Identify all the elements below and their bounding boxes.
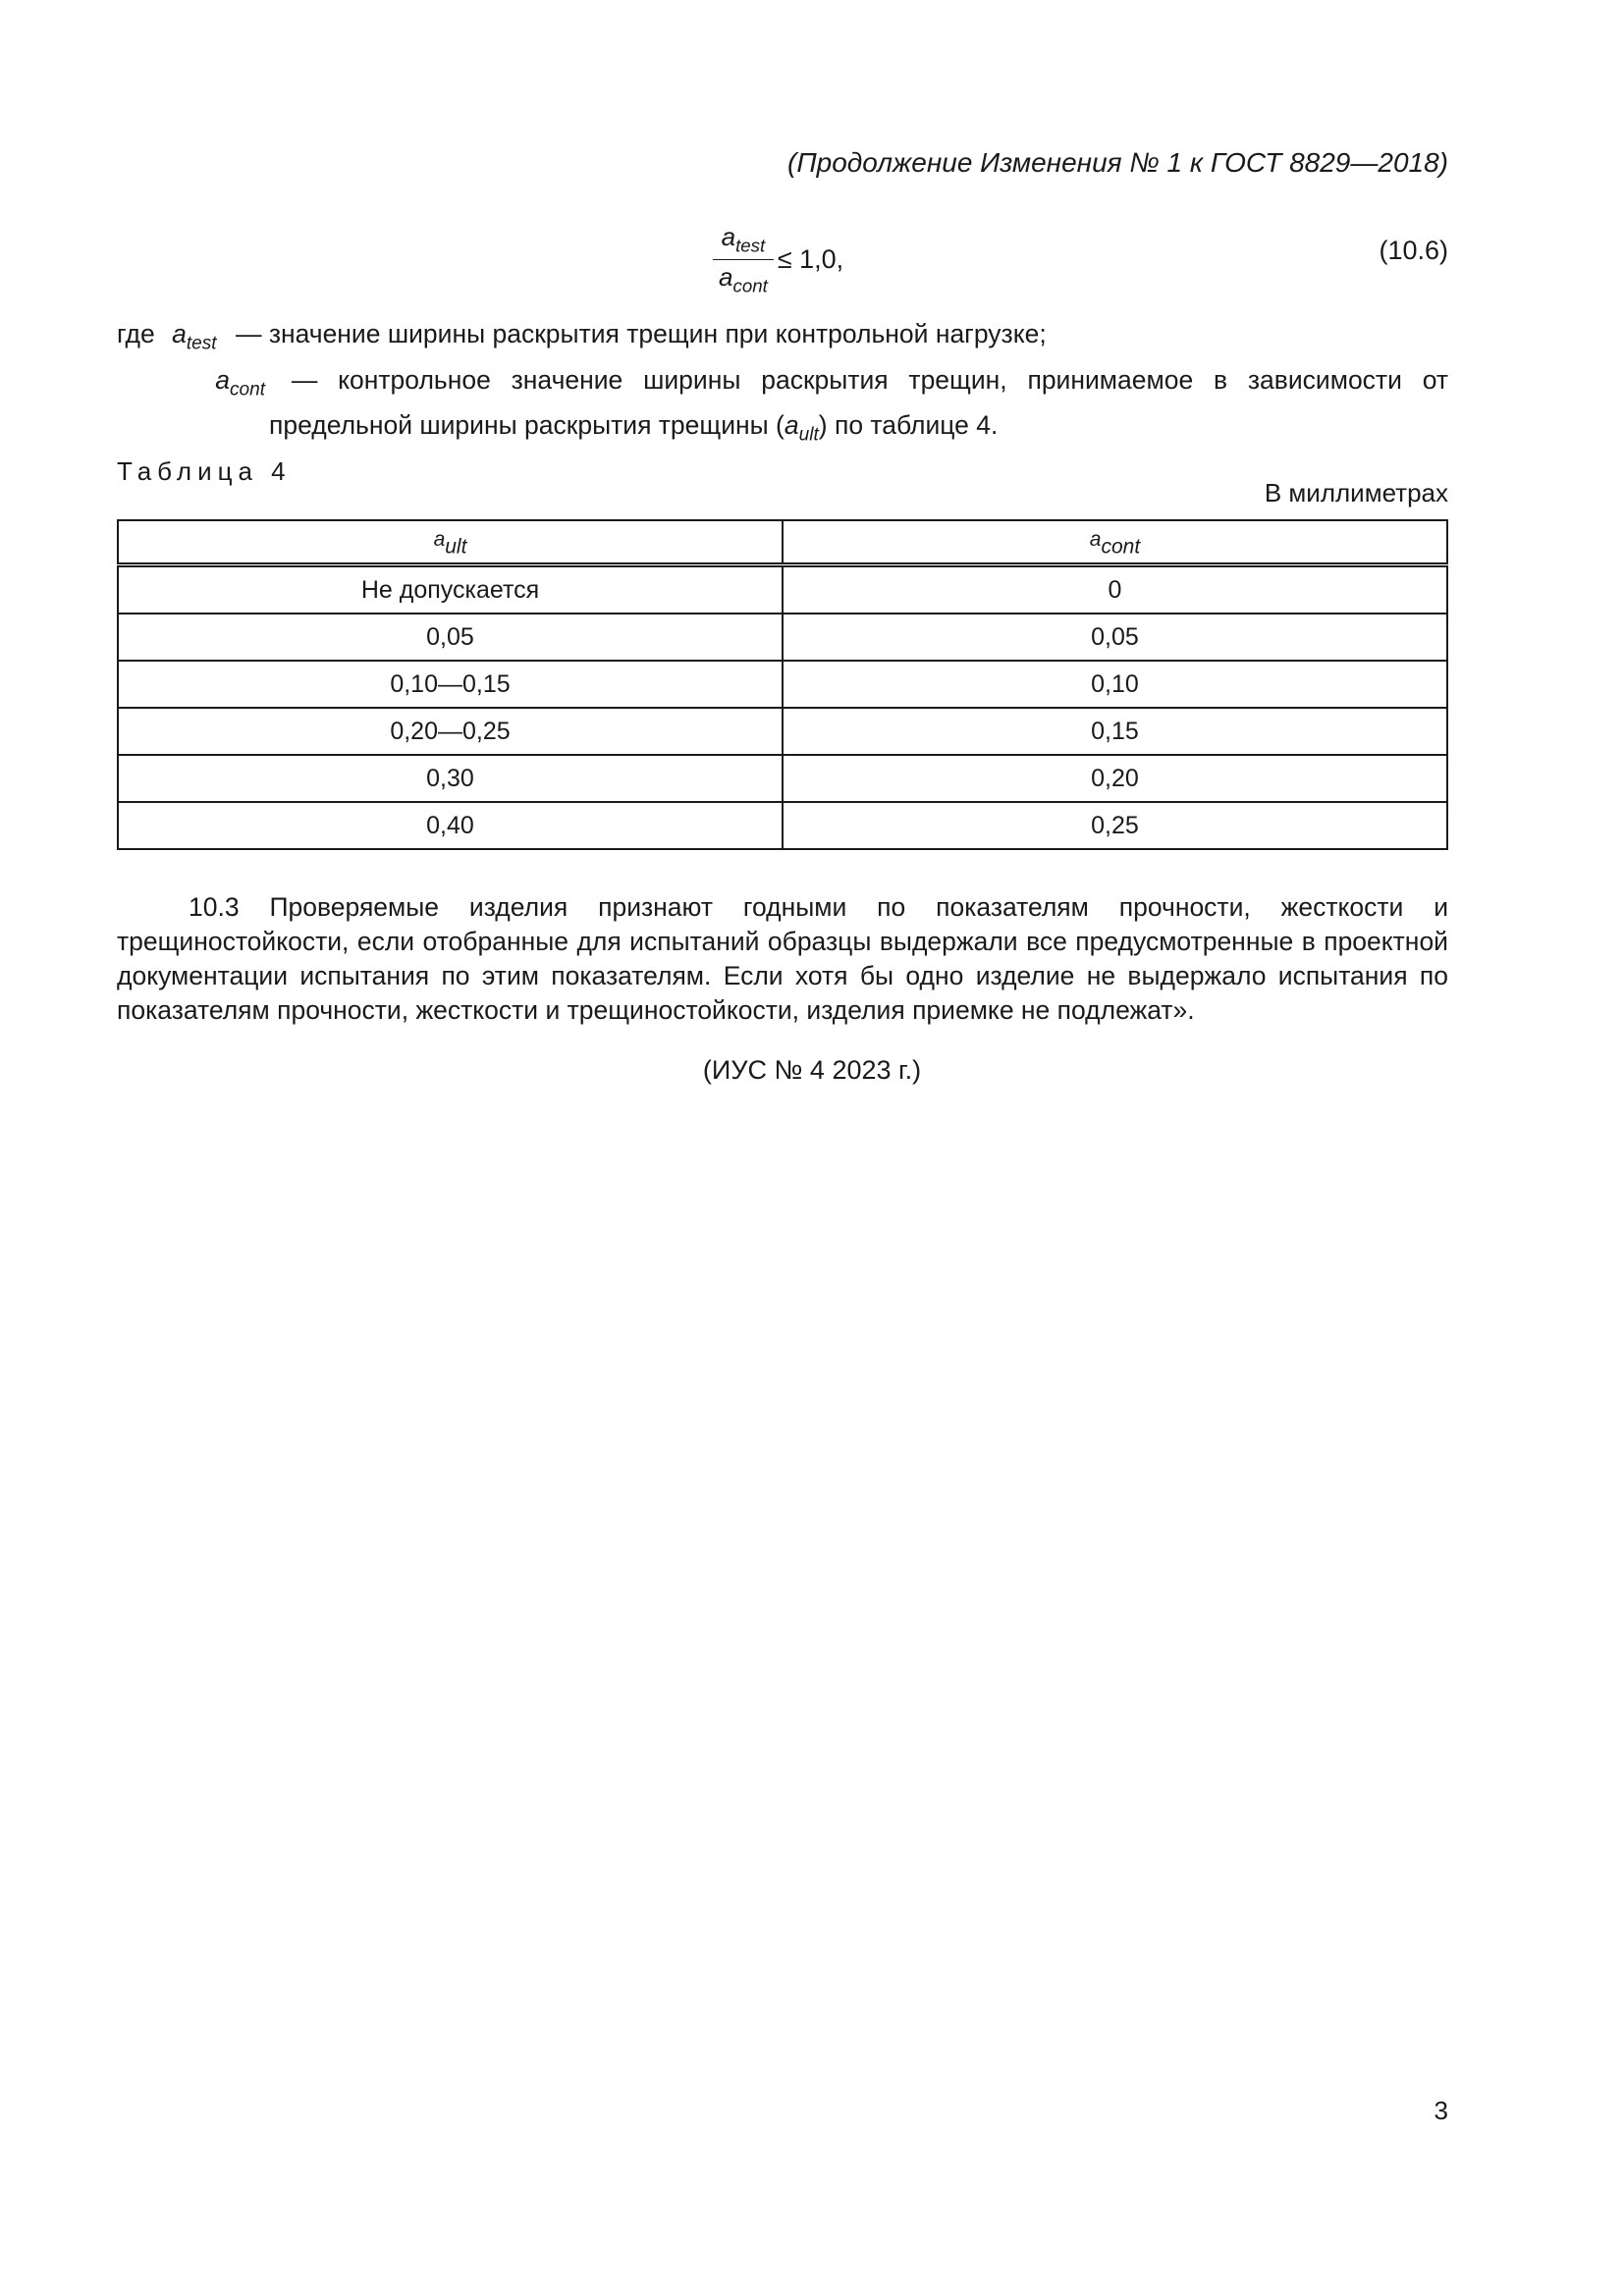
where-item-test-text: — значение ширины раскрытия трещин при контрольной нагрузке; [235,319,1047,348]
table-row [118,661,1447,708]
symbol-a-cont: $a_{cont}$ [215,364,265,400]
table-row [118,565,1447,614]
where-item-cont-text: — контрольное значение ширины раскрытия трещин, принимаемое в зависимости от предельной ширины раскрытия трещины ( [269,364,1448,441]
where-item-test [117,316,1448,362]
symbol-a-test: $a_{test}$ [172,319,217,354]
table-row [118,708,1447,755]
symbol-a-ult: a [784,410,799,441]
ius-reference: (ИУС № 4 2023 г.) [702,1055,922,1085]
table-cell: 0,10—0,15 [118,661,783,708]
table-cell: 0 [783,565,1447,614]
fraction-denominator: $a_{cont}$ [719,261,768,296]
table-cell: 0,25 [783,802,1447,849]
page-header: (Продолжение Изменения № 1 к ГОСТ 8829—2018) [787,147,1448,178]
table-header-row [118,520,1447,565]
table-cell: 0,30 [118,755,783,802]
where-intro: где [117,319,155,348]
data-table [117,519,1448,850]
table-cell: 0,05 [783,614,1447,661]
table-label: Таблица 4 [117,456,292,486]
table-units: В миллиметрах [1264,478,1448,507]
page-number: 3 [1434,2096,1448,2125]
equation-number: (10.6) [1379,236,1448,265]
symbol-a-ult-sub: ult [798,425,819,447]
column-header-a-cont: $a_{cont}$ [783,520,1447,565]
table-row [118,755,1447,802]
where-block [117,316,1448,454]
table-row [118,614,1447,661]
table-cell: 0,40 [118,802,783,849]
paragraph-10-3: 10.3 Проверяемые изделия признают годными по показателям прочности, жесткости и трещиностойкости, если отобранные для испытаний образцы выдержали все предусмотренные в проектной документации испытания по этим показателям. Если хотя бы одно изделие не выдержало испытания по показателям прочности, жесткости и трещиностойкости, изделия приемке не подлежат». [117,892,1448,1025]
formula-10-6 [713,222,843,296]
column-header-a-ult: $a_{ult}$ [118,520,783,565]
table-cell: 0,10 [783,661,1447,708]
table-cell: 0,20—0,25 [118,708,783,755]
table-cell: 0,20 [783,755,1447,802]
table-cell: 0,15 [783,708,1447,755]
table-cell: 0,05 [118,614,783,661]
where-item-cont-text-end: ) по таблице 4. [818,410,999,441]
fraction [713,222,774,296]
table-cell: Не допускается [118,565,783,614]
formula-relation: ≤ 1,0, [777,243,844,274]
where-item-cont [117,362,1448,454]
fraction-numerator: $a_{test}$ [713,222,774,260]
table-row [118,802,1447,849]
